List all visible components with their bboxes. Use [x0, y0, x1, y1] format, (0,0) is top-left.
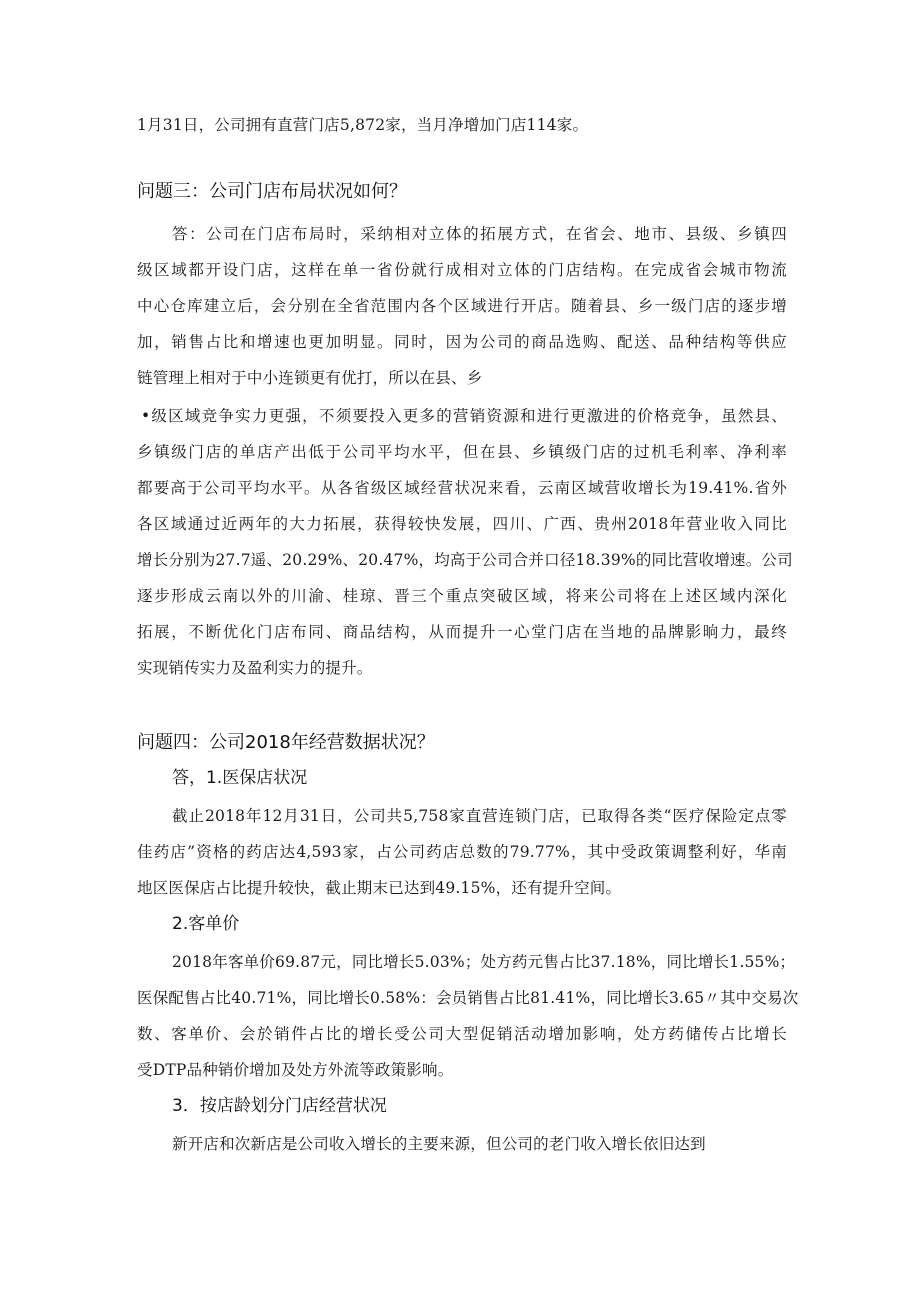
- q3-paragraph-line: 拓展，不断优化门店布同、商品结构，从而提升一心堂门店在当地的品牌影晌力，最终: [137, 623, 787, 641]
- q4-sub2-line: 2018年客单价69.87元，同比增长5.03%；处方药元售占比37.18%，同比增长1.55%；: [172, 953, 796, 971]
- q3-paragraph-line: 中心仓库建立后，会分别在全省范围内各个区域进行开店。随着县、乡一级门店的逐步增: [137, 297, 787, 315]
- q4-sub1-line: 截止2018年12月31日，公司共5,758家直营连锁门店，已取得各类“医疗保险定点零: [172, 807, 787, 825]
- q4-sub1-heading: 答，1.医保店状况: [172, 768, 308, 788]
- q3-paragraph-line: 级区域都开设门店，这样在单一省份就行成相对立体的门店结构。在完成省会城市物流: [137, 261, 787, 279]
- q3-paragraph-line: 加，销售占比和增速也更加明显。同时，因为公司的商品选购、配送、品种结构等供应: [137, 333, 787, 351]
- intro-line: 1月31日，公司拥有直营门店5,872家，当月净增加门店114家。: [137, 116, 589, 134]
- q4-sub3-heading: 3．按店龄划分门店经营状况: [172, 1096, 387, 1116]
- q3-paragraph-line: 逐步形成云南以外的川渝、桂琼、晋三个重点突破区域，将来公司将在上述区域内深化: [137, 587, 787, 605]
- q4-sub3-line: 新开店和次新店是公司收入增长的主要来源，但公司的老门收入增长依旧达到: [172, 1135, 706, 1153]
- q3-paragraph-line: 答：公司在门店布局时，采纳相对立体的拓展方式，在省会、地市、县级、乡镇四: [172, 225, 787, 243]
- q3-paragraph-line: 增长分别为27.7遥、20.29%、20.47%，均高于公司合并口径18.39%的同比营收增速。公司: [137, 551, 793, 569]
- q4-sub1-line: 佳药店”资格的药店达4,593家，占公司药店总数的79.77%，其中受政策调整利好，华南: [137, 843, 787, 861]
- q4-sub1-line: 地区医保店占比提升较快，截止期末已达到49.15%，还有提升空间。: [137, 879, 622, 897]
- q3-paragraph-line: •级区域竞争实力更强，不须要投入更多的营销资源和进行更激进的价格竞争，虽然县、: [141, 407, 787, 425]
- q3-paragraph-line: 乡镇级门店的单店产出低于公司平均水平，但在县、乡镇级门店的过机毛利率、净利率: [137, 443, 787, 461]
- q4-heading: 问题四：公司2018年经营数据状况？: [137, 732, 435, 753]
- q3-paragraph-line: 链管理上相对于中小连锁更有优打，所以在县、乡: [137, 369, 483, 387]
- q3-heading: 问题三：公司门店布局状况如何？: [137, 181, 407, 202]
- q3-paragraph-line: 各区域通过近两年的大力拓展，获得较快发展，四川、广西、贵州2018年营业收入同比: [137, 515, 787, 533]
- q3-paragraph-line: 实现销传实力及盈利实力的提升。: [137, 659, 373, 677]
- q3-paragraph-line: 都要高于公司平均水平。从各省级区域经营状况来看，云南区域营收增长为19.41%.省外: [137, 479, 787, 497]
- q4-sub2-line: 数、客单价、会於销件占比的增长受公司大型促销活动增加影响，处方药储传占比增长: [137, 1025, 787, 1043]
- q4-sub2-line: 受DTP品种销价增加及处方外流等政策影响。: [137, 1061, 454, 1079]
- q4-sub2-line: 医保配售占比40.71%，同比增长0.58%：会员销售占比81.41%，同比增长3.65〃其中交易次: [137, 989, 799, 1007]
- q4-sub2-heading: 2.客单价: [172, 914, 240, 934]
